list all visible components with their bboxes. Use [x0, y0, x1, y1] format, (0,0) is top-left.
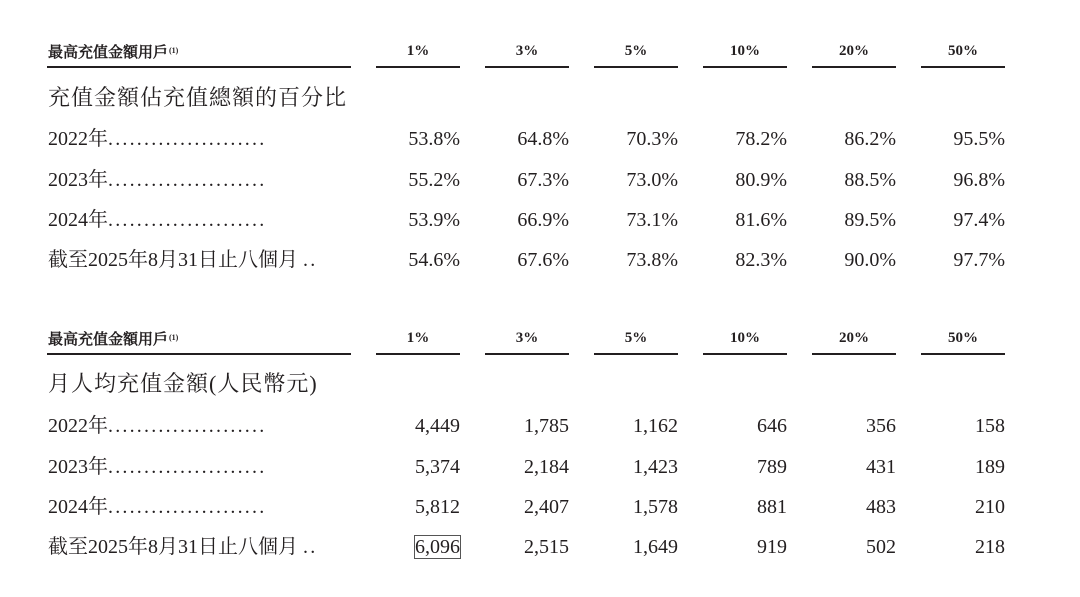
row-label: 截至2025年8月31日止八個月 ..	[48, 249, 318, 271]
col-header: 1%	[406, 330, 430, 346]
col-header: 10%	[730, 43, 760, 59]
col-header: 50%	[948, 43, 978, 59]
table-cell: 53.8%	[408, 128, 460, 150]
table-cell: 54.6%	[408, 249, 460, 271]
col-rule	[485, 353, 569, 355]
table-cell: 1,785	[524, 415, 569, 437]
table-cell: 67.6%	[517, 249, 569, 271]
table-cell: 789	[757, 456, 787, 478]
row-label: 截至2025年8月31日止八個月 ..	[48, 536, 318, 558]
row-label: 2024年......................	[48, 209, 267, 231]
col-header: 3%	[515, 43, 539, 59]
table-cell: 646	[757, 415, 787, 437]
row-label: 2023年......................	[48, 456, 267, 478]
table-cell: 483	[866, 496, 896, 518]
col-rule	[812, 66, 896, 68]
col-header: 20%	[839, 43, 869, 59]
col-rule	[485, 66, 569, 68]
table-cell: 89.5%	[844, 209, 896, 231]
header-rule	[47, 353, 351, 355]
col-rule	[594, 353, 678, 355]
table-cell: 88.5%	[844, 169, 896, 191]
table-cell: 5,374	[415, 456, 460, 478]
row-label: 2023年......................	[48, 169, 267, 191]
table-cell: 90.0%	[844, 249, 896, 271]
header-label: 最高充值金額用戶$^{(1)}$	[48, 45, 179, 61]
table-cell: 919	[757, 536, 787, 558]
footnote-marker: (1)	[169, 46, 179, 55]
table-cell: 80.9%	[735, 169, 787, 191]
header-rule	[47, 66, 351, 68]
table-cell: 218	[975, 536, 1005, 558]
col-rule	[376, 353, 460, 355]
row-label: 2022年......................	[48, 415, 267, 437]
table-cell: 158	[975, 415, 1005, 437]
table-cell: 53.9%	[408, 209, 460, 231]
table-cell: 502	[866, 536, 896, 558]
section-subtitle: 充值金額佔充值總額的百分比	[48, 85, 348, 110]
header-label: 最高充值金額用戶$^{(1)}$	[48, 332, 179, 348]
table-cell	[370, 535, 460, 559]
table-cell: 356	[866, 415, 896, 437]
table-cell: 78.2%	[735, 128, 787, 150]
table-cell: 86.2%	[844, 128, 896, 150]
col-rule	[921, 353, 1005, 355]
col-header: 10%	[730, 330, 760, 346]
col-header: 20%	[839, 330, 869, 346]
table-cell: 1,578	[633, 496, 678, 518]
col-rule	[703, 66, 787, 68]
table-cell: 1,162	[633, 415, 678, 437]
table-cell: 97.4%	[953, 209, 1005, 231]
table-cell: 64.8%	[517, 128, 569, 150]
col-rule	[703, 353, 787, 355]
col-rule	[812, 353, 896, 355]
col-header: 5%	[624, 330, 648, 346]
col-header: 1%	[406, 43, 430, 59]
table-cell: 73.0%	[626, 169, 678, 191]
row-label: 2022年......................	[48, 128, 267, 150]
footnote-marker: (1)	[169, 333, 179, 342]
col-header: 50%	[948, 330, 978, 346]
col-header: 3%	[515, 330, 539, 346]
table-cell: 1,423	[633, 456, 678, 478]
table-cell: 70.3%	[626, 128, 678, 150]
table-cell: 189	[975, 456, 1005, 478]
table-cell: 66.9%	[517, 209, 569, 231]
table-cell: 881	[757, 496, 787, 518]
table-cell: 55.2%	[408, 169, 460, 191]
table-cell: 73.1%	[626, 209, 678, 231]
table-cell: 95.5%	[953, 128, 1005, 150]
table-cell: 82.3%	[735, 249, 787, 271]
table-cell: 2,515	[524, 536, 569, 558]
table-cell: 5,812	[415, 496, 460, 518]
table-cell: 2,407	[524, 496, 569, 518]
table-cell: 1,649	[633, 536, 678, 558]
highlighted-value: 6,096	[415, 536, 460, 558]
table-cell: 2,184	[524, 456, 569, 478]
row-label: 2024年......................	[48, 496, 267, 518]
section-subtitle: 月人均充值金額(人民幣元)	[48, 371, 318, 396]
table-cell: 210	[975, 496, 1005, 518]
col-rule	[921, 66, 1005, 68]
col-rule	[376, 66, 460, 68]
col-rule	[594, 66, 678, 68]
table-cell: 81.6%	[735, 209, 787, 231]
table-cell: 73.8%	[626, 249, 678, 271]
col-header: 5%	[624, 43, 648, 59]
table-cell: 4,449	[415, 415, 460, 437]
table-cell: 97.7%	[953, 249, 1005, 271]
table-cell: 431	[866, 456, 896, 478]
table-cell: 96.8%	[953, 169, 1005, 191]
table-cell: 67.3%	[517, 169, 569, 191]
